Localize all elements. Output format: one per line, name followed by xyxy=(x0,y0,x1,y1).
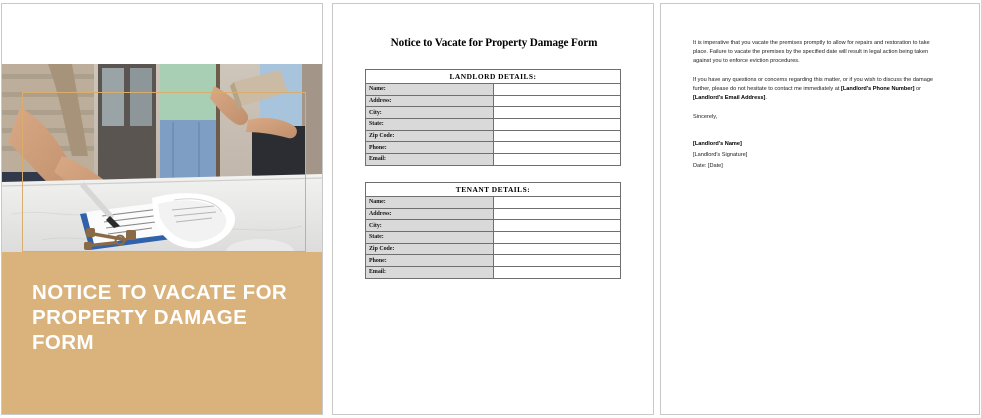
tenant-name-field[interactable] xyxy=(493,197,621,209)
tenant-zip-field[interactable] xyxy=(493,243,621,255)
table-row xyxy=(366,243,621,255)
landlord-address-field[interactable] xyxy=(493,95,621,107)
closing-paragraph-1: It is imperative that you vacate the premises promptly to allow for repairs and restoration to take place. Failure to vacate the premises by the specified date will result in legal action being taken against you to enforce eviction procedures. xyxy=(693,40,930,65)
landlord-zip-field[interactable] xyxy=(493,130,621,142)
document-page-3-closing[interactable] xyxy=(660,3,980,415)
document-page-2-form[interactable] xyxy=(332,3,654,415)
tenant-zip-label: Zip Code: xyxy=(366,243,494,255)
tenant-name-label: Name: xyxy=(366,197,494,209)
tenant-address-label: Address: xyxy=(366,208,494,220)
tenant-state-field[interactable] xyxy=(493,232,621,244)
closing-paragraph-2: If you have any questions or concerns regarding this matter, or if you wish to discuss the damage further, please do not hesitate to contact me immediately at [Landlord's Phone Number] or [Landlord's Email Address]. xyxy=(693,77,934,102)
landlord-address-label: Address: xyxy=(366,95,494,107)
landlord-name-label: Name: xyxy=(366,84,494,96)
cover-photo-illustration xyxy=(2,64,322,252)
cover-photo xyxy=(2,64,322,252)
landlord-city-label: City: xyxy=(366,107,494,119)
table-row xyxy=(366,95,621,107)
landlord-phone-field[interactable] xyxy=(493,142,621,154)
landlord-email-label: Email: xyxy=(366,154,494,166)
document-title: Notice to Vacate for Property Damage Form xyxy=(390,37,598,49)
table-row xyxy=(366,197,621,209)
landlord-name-placeholder: [Landlord's Name] xyxy=(693,141,742,147)
cover-title xyxy=(32,280,308,355)
landlord-name-field[interactable] xyxy=(493,84,621,96)
tenant-state-label: State: xyxy=(366,232,494,244)
table-row xyxy=(366,208,621,220)
document-page-1-cover[interactable] xyxy=(1,3,323,415)
table-row xyxy=(366,154,621,166)
landlord-details-table xyxy=(365,69,621,166)
table-header-row xyxy=(366,70,621,84)
landlord-signature-placeholder: [Landlord's Signature] xyxy=(693,152,748,158)
table-row xyxy=(366,142,621,154)
landlord-zip-label: Zip Code: xyxy=(366,130,494,142)
table-row xyxy=(366,232,621,244)
table-row xyxy=(366,119,621,131)
tenant-details-header: TENANT DETAILS: xyxy=(366,183,621,197)
table-row xyxy=(366,130,621,142)
cover-title-line-2: PROPERTY DAMAGE FORM xyxy=(32,306,248,354)
tenant-phone-field[interactable] xyxy=(493,255,621,267)
tenant-details-table xyxy=(365,182,621,279)
table-header-row xyxy=(366,183,621,197)
tenant-city-field[interactable] xyxy=(493,220,621,232)
tenant-email-field[interactable] xyxy=(493,267,621,279)
table-row xyxy=(366,255,621,267)
tenant-city-label: City: xyxy=(366,220,494,232)
landlord-state-field[interactable] xyxy=(493,119,621,131)
tenant-email-label: Email: xyxy=(366,267,494,279)
landlord-details-header: LANDLORD DETAILS: xyxy=(366,70,621,84)
landlord-state-label: State: xyxy=(366,119,494,131)
landlord-city-field[interactable] xyxy=(493,107,621,119)
tenant-phone-label: Phone: xyxy=(366,255,494,267)
date-line: Date: [Date] xyxy=(693,163,723,169)
closing-sincerely: Sincerely, xyxy=(693,114,718,120)
table-row xyxy=(366,220,621,232)
table-row xyxy=(366,267,621,279)
table-row xyxy=(366,107,621,119)
landlord-phone-label: Phone: xyxy=(366,142,494,154)
cover-title-line-1: NOTICE TO VACATE FOR xyxy=(32,281,288,304)
tenant-address-field[interactable] xyxy=(493,208,621,220)
landlord-email-field[interactable] xyxy=(493,154,621,166)
table-row xyxy=(366,84,621,96)
